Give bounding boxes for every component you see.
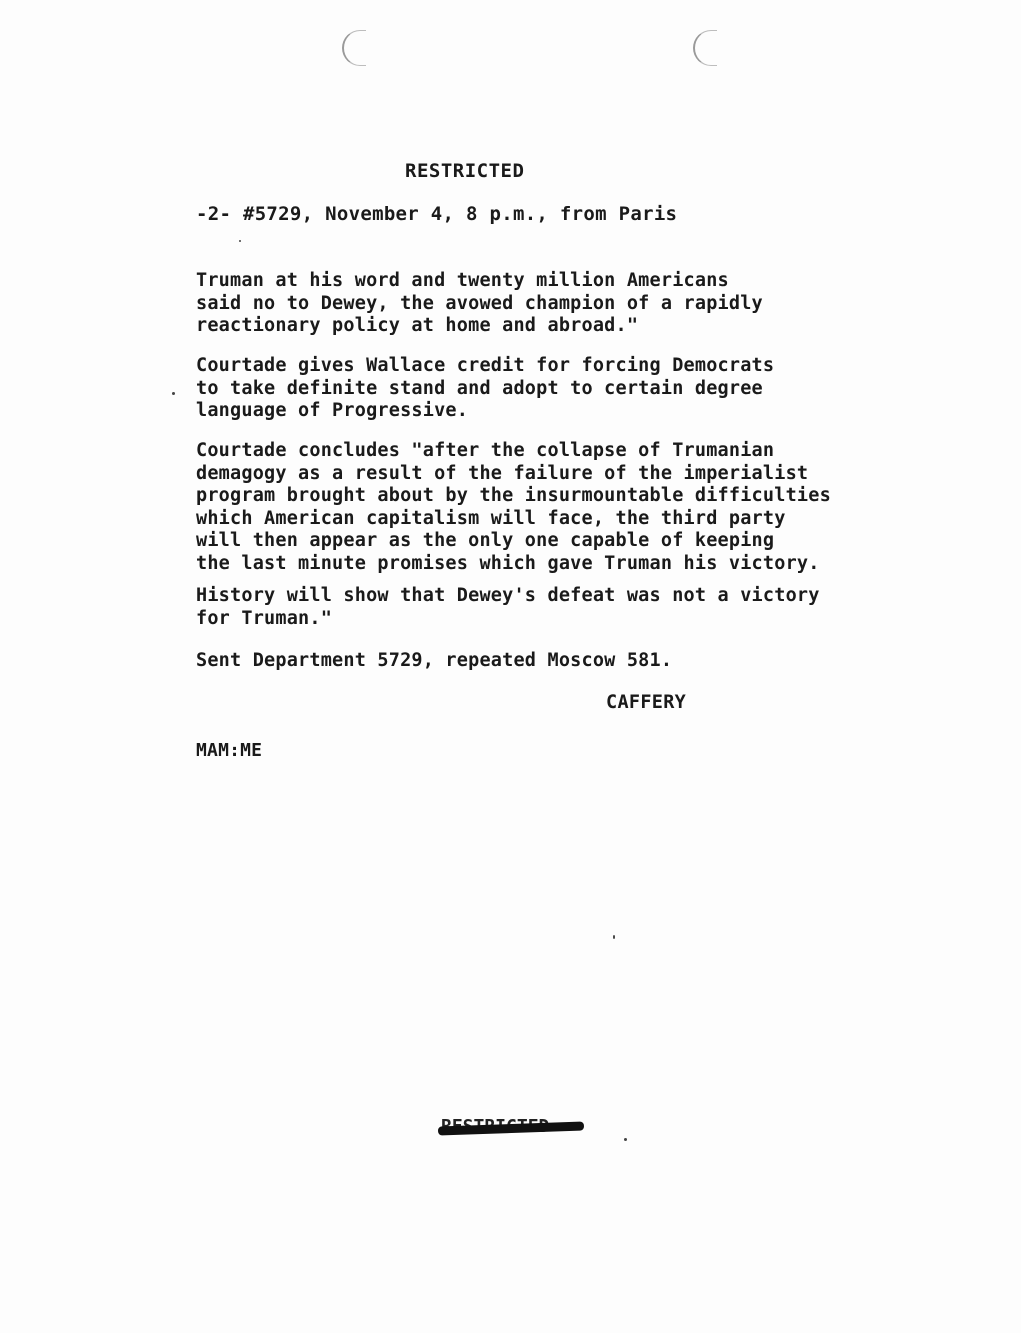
paragraph-line: language of Progressive.	[196, 400, 469, 421]
paragraph-line: for Truman."	[196, 607, 333, 629]
paragraph-line: Courtade concludes "after the collapse of Trumanian	[196, 440, 775, 461]
paragraph-3	[196, 440, 956, 575]
paragraph-line: History will show that Dewey's defeat was not a victory	[196, 585, 820, 606]
paragraph-line: which American capitalism will face, the third party	[196, 507, 786, 529]
edge-smudge	[18, 28, 78, 46]
paragraph-line: the last minute promises which gave Truman his victory.	[196, 552, 820, 574]
paragraph-line: Courtade gives Wallace credit for forcing Democrats	[196, 355, 775, 376]
paragraph-4	[196, 585, 956, 630]
paragraph-1	[196, 270, 956, 338]
ink-speck	[172, 392, 175, 395]
classification-top: RESTRICTED	[405, 160, 525, 182]
paragraph-line: Truman at his word and twenty million Americans	[196, 270, 729, 291]
telegram-header: -2- #5729, November 4, 8 p.m., from Paris	[196, 203, 678, 225]
paragraph-line: to take definite stand and adopt to certain degree	[196, 377, 763, 399]
binder-hole-left	[342, 30, 366, 66]
ink-speck	[613, 935, 615, 939]
paragraph-line: said no to Dewey, the avowed champion of a rapidly	[196, 292, 763, 314]
sent-line: Sent Department 5729, repeated Moscow 581.	[196, 650, 673, 671]
binder-hole-right	[693, 30, 717, 66]
paragraph-line: reactionary policy at home and abroad."	[196, 315, 639, 336]
paragraph-2	[196, 355, 956, 423]
drafter-initials: MAM:ME	[196, 740, 263, 761]
ink-speck	[239, 240, 241, 242]
ink-speck	[624, 1138, 627, 1141]
signature: CAFFERY	[606, 692, 687, 713]
paragraph-line: demagogy as a result of the failure of the imperialist	[196, 462, 809, 484]
paragraph-line: will then appear as the only one capable of keeping	[196, 530, 775, 551]
paragraph-line: program brought about by the insurmountable difficulties	[196, 485, 831, 506]
